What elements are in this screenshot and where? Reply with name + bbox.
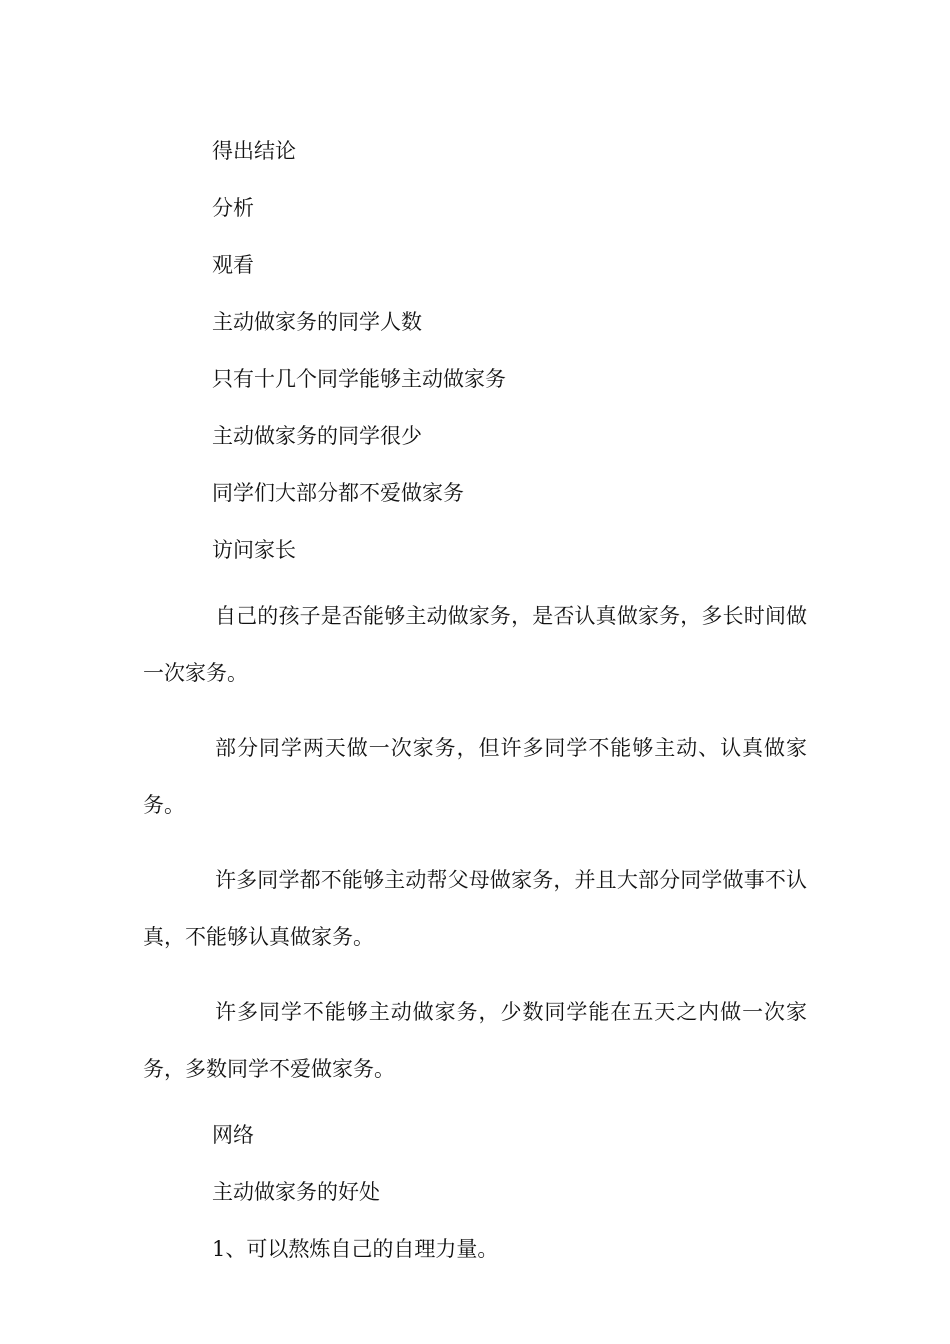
text-line: 主动做家务的好处 xyxy=(212,1180,380,1204)
text-line: 网络 xyxy=(212,1123,254,1147)
text-line: 访问家长 xyxy=(212,538,296,562)
text-line: 只有十几个同学能够主动做家务 xyxy=(212,367,506,391)
text-line: 主动做家务的同学人数 xyxy=(212,310,422,334)
text-line: 分析 xyxy=(212,196,254,220)
text-line: 1、可以熬炼自己的自理力量。 xyxy=(212,1237,499,1261)
text-line: 同学们大部分都不爱做家务 xyxy=(212,481,464,505)
paragraph: 部分同学两天做一次家务，但许多同学不能够主动、认真做家务。 xyxy=(143,736,807,817)
text-line: 观看 xyxy=(212,253,254,277)
paragraph: 自己的孩子是否能够主动做家务，是否认真做家务，多长时间做一次家务。 xyxy=(143,604,807,685)
paragraph: 许多同学都不能够主动帮父母做家务，并且大部分同学做事不认真，不能够认真做家务。 xyxy=(143,868,807,949)
text-line: 主动做家务的同学很少 xyxy=(212,424,422,448)
document-body xyxy=(143,132,807,1287)
paragraph: 许多同学不能够主动做家务，少数同学能在五天之内做一次家务，多数同学不爱做家务。 xyxy=(143,1000,807,1081)
text-line: 得出结论 xyxy=(212,139,296,163)
